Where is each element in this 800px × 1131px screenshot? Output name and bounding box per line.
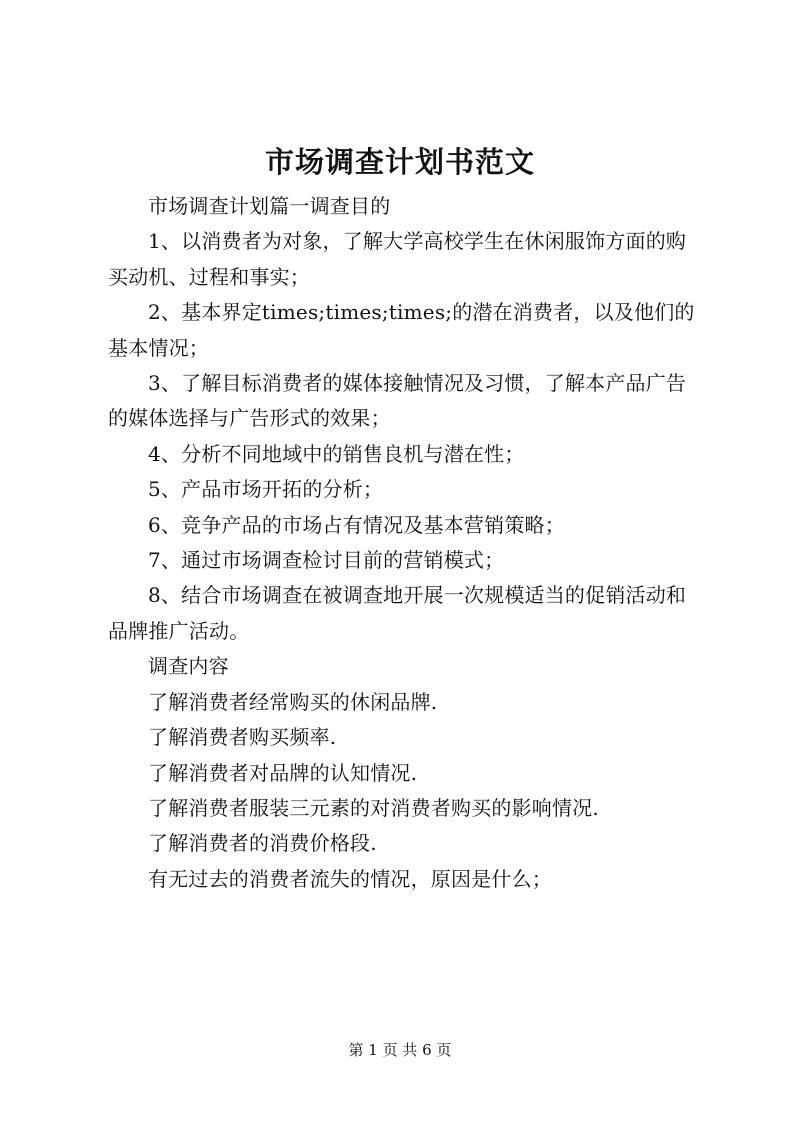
paragraph: 了解消费者经常购买的休闲品牌. [148, 689, 438, 714]
document-body [108, 189, 706, 897]
paragraph: 4、分析不同地域中的销售良机与潜在性； [148, 441, 525, 466]
paragraph: 了解消费者的消费价格段. [148, 831, 377, 856]
document-title: 市场调查计划书范文 [264, 145, 535, 179]
page-footer: 第 1 页 共 6 页 [348, 1041, 452, 1059]
paragraph: 3、了解目标消费者的媒体接触情况及习惯，了解本产品广告的媒体选择与广告形式的效果； [108, 371, 687, 431]
paragraph: 5、产品市场开拓的分析； [148, 477, 384, 502]
paragraph: 1、以消费者为对象，了解大学高校学生在休闲服饰方面的购买动机、过程和事实； [108, 229, 687, 289]
paragraph: 调查内容 [148, 654, 229, 679]
paragraph: 有无过去的消费者流失的情况，原因是什么； [148, 866, 552, 891]
paragraph: 8、结合市场调查在被调查地开展一次规模适当的促销活动和品牌推广活动。 [108, 583, 687, 643]
paragraph: 了解消费者购买频率. [148, 725, 337, 750]
paragraph: 了解消费者服装三元素的对消费者购买的影响情况. [148, 795, 599, 820]
paragraph: 6、竞争产品的市场占有情况及基本营销策略； [148, 512, 565, 537]
paragraph: 2、基本界定times;times;times;的潜在消费者，以及他们的基本情况； [108, 300, 695, 360]
paragraph: 7、通过市场调查检讨目前的营销模式； [148, 548, 505, 573]
paragraph: 市场调查计划篇一调查目的 [148, 194, 391, 218]
paragraph: 了解消费者对品牌的认知情况. [148, 760, 418, 785]
